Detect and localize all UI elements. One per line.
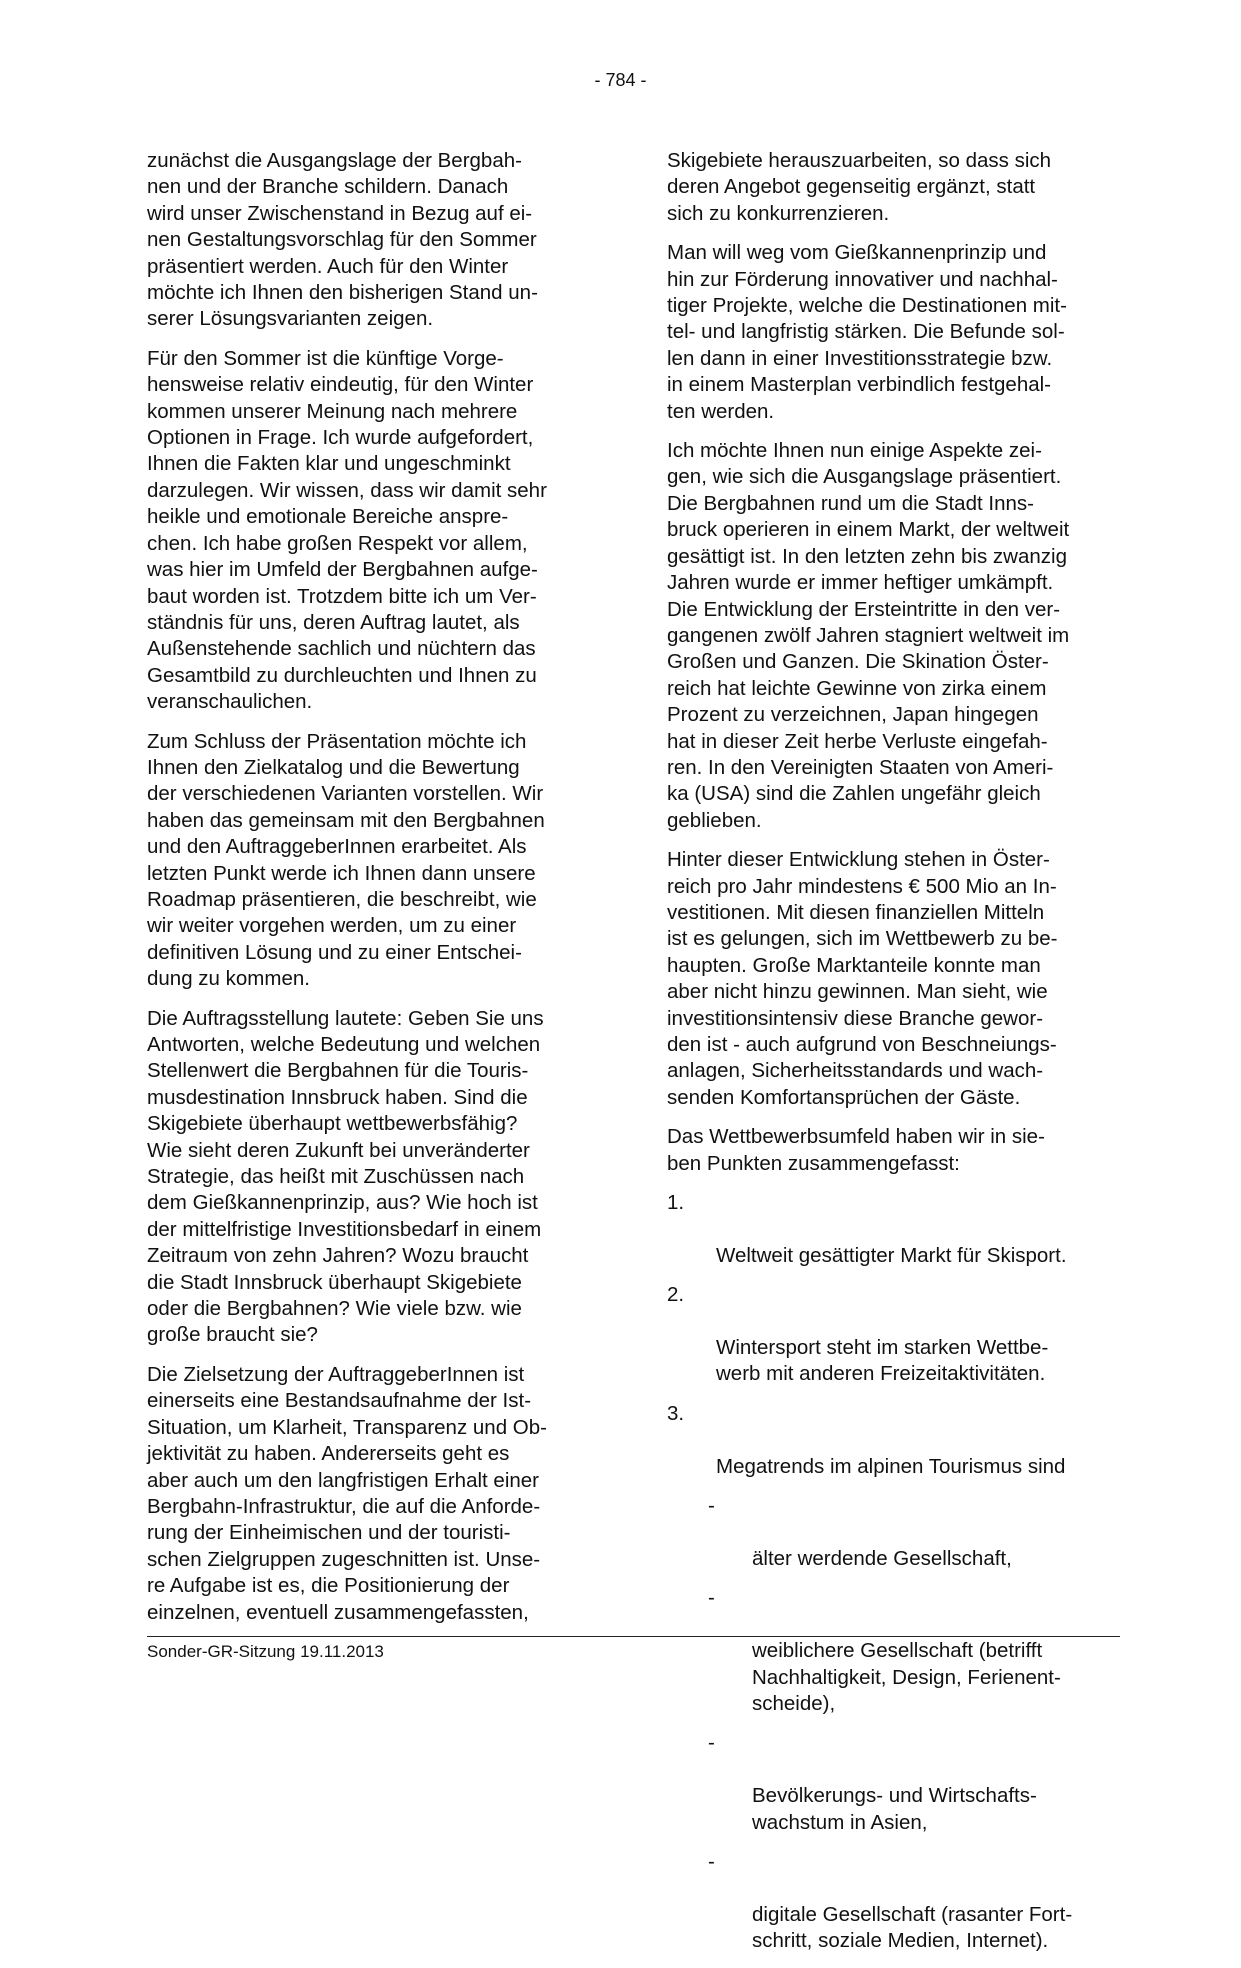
list-item-text: Wintersport steht im starken Wettbe- werb mit anderen Freizeitaktivitäten. bbox=[716, 1336, 1049, 1386]
list-marker: - bbox=[708, 1849, 715, 1873]
dash-list-item bbox=[667, 1585, 1119, 1717]
paragraph: Ich möchte Ihnen nun einige Aspekte zei- gen, wie sich die Ausgangslage präsentiert. Die Bergbahnen rund um die Stadt Inns- bruck operieren in einem Markt, der weltweit gesättigt ist. In den letzten zehn bis zwanzig Jahren wurde er immer heftiger umkämpft. Die Entwicklung der Ersteintritte in den ver- gangenen zwölf Jahren stagniert weltweit im Großen und Ganzen. Die Skination Öster- reich hat leichte Gewinne von zirka einem Prozent zu verzeichnen, Japan hingegen hat in dieser Zeit herbe Verluste eingefah- ren. In den Vereinigten Staaten von Ameri- ka (USA) sind die Zahlen ungefähr gleich geblieben. bbox=[667, 439, 1070, 832]
footer-divider bbox=[147, 1636, 1120, 1637]
list-item-text: weiblichere Gesellschaft (betrifft Nachhaltigkeit, Design, Ferienent- scheide), bbox=[752, 1639, 1061, 1715]
list-marker: - bbox=[708, 1586, 715, 1610]
list-marker: 3. bbox=[667, 1401, 685, 1425]
paragraph: Die Zielsetzung der AuftraggeberInnen ist einerseits eine Bestandsaufnahme der Ist- Situation, um Klarheit, Transparenz und Ob- jektivität zu haben. Andererseits geht es aber auch um den langfristigen Erhalt einer Bergbahn-Infrastruktur, die auf die Anforde- rung der Einheimischen und der touristi- schen Zielgruppen zugeschnitten ist. Unse- re Aufgabe ist es, die Positionierung der einzelnen, eventuell zusammengefassten, bbox=[147, 1362, 547, 1624]
paragraph: Die Auftragsstellung lautete: Geben Sie uns Antworten, welche Bedeutung und welchen Stellenwert die Bergbahnen für die Touris- musdestination Innsbruck haben. Sind die Skigebiete überhaupt wettbewerbsfähig? Wie sieht deren Zukunft bei unveränderter Strategie, das heißt mit Zuschüssen nach dem Gießkannenprinzip, aus? Wie hoch ist der mittelfristige Investitionsbedarf in einem Zeitraum von zehn Jahren? Wozu braucht die Stadt Innsbruck überhaupt Skigebiete oder die Bergbahnen? Wie viele bzw. wie große braucht sie? bbox=[147, 1006, 544, 1347]
list-item-text: digitale Gesellschaft (rasanter Fort- schritt, soziale Medien, Internet). bbox=[752, 1902, 1073, 1953]
numbered-list-item bbox=[667, 1282, 1119, 1388]
dash-list-item bbox=[667, 1493, 1119, 1572]
footer-text: Sonder-GR-Sitzung 19.11.2013 bbox=[147, 1642, 384, 1661]
list-marker: 1. bbox=[667, 1191, 685, 1215]
page-number: - 784 - bbox=[594, 70, 647, 90]
dash-list-item bbox=[667, 1730, 1119, 1836]
numbered-list bbox=[667, 1190, 1119, 1480]
paragraph: Das Wettbewerbsumfeld haben wir in sie- ben Punkten zusammengefasst: bbox=[667, 1125, 1045, 1175]
list-marker: - bbox=[708, 1494, 715, 1518]
list-marker: 2. bbox=[667, 1283, 685, 1307]
paragraph: Man will weg vom Gießkannenprinzip und hin zur Förderung innovativer und nachhal- tiger Projekte, welche die Destinationen mit- tel- und langfristig stärken. Die Befunde sol- len dann in einer Investitionsstrategie bzw. in einem Masterplan verbindlich festgehal- ten werden. bbox=[667, 241, 1067, 423]
paragraph: zunächst die Ausgangslage der Bergbah- nen und der Branche schildern. Danach wird unser Zwischenstand in Bezug auf ei- nen Gestaltungsvorschlag für den Sommer präsentiert werden. Auch für den Winter möchte ich Ihnen den bisherigen Stand un- serer Lösungsvarianten zeigen. bbox=[147, 149, 538, 331]
paragraph: Zum Schluss der Präsentation möchte ich Ihnen den Zielkatalog und die Bewertung der verschiedenen Varianten vorstellen. Wir haben das gemeinsam mit den Bergbahnen und den AuftraggeberInnen erarbeitet. Als letzten Punkt werde ich Ihnen dann unsere Roadmap präsentieren, die beschreibt, wie wir weiter vorgehen werden, um zu einer definitiven Lösung und zu einer Entschei- dung zu kommen. bbox=[147, 729, 545, 991]
list-item-text: Bevölkerungs- und Wirtschafts- wachstum in Asien, bbox=[752, 1784, 1037, 1834]
list-marker: - bbox=[708, 1731, 715, 1755]
paragraph: Für den Sommer ist die künftige Vorge- hensweise relativ eindeutig, für den Winter kommen unserer Meinung nach mehrere Optionen in Frage. Ich wurde aufgefordert, Ihnen die Fakten klar und ungeschminkt darzulegen. Wir wissen, dass wir damit sehr heikle und emotionale Bereiche anspre- chen. Ich habe großen Respekt vor allem, was hier im Umfeld der Bergbahnen aufge- baut worden ist. Trotzdem bitte ich um Ver- ständnis für uns, deren Auftrag lautet, als Außenstehende sachlich und nüchtern das Gesamtbild zu durchleuchten und Ihnen zu veranschaulichen. bbox=[147, 346, 547, 714]
numbered-list-item bbox=[667, 1401, 1119, 1480]
numbered-list-item bbox=[667, 1190, 1119, 1269]
paragraph: Skigebiete herauszuarbeiten, so dass sich deren Angebot gegenseitig ergänzt, statt sich zu konkurrenzieren. bbox=[667, 149, 1052, 225]
left-column bbox=[147, 148, 592, 1639]
list-item-text: älter werdende Gesellschaft, bbox=[752, 1546, 1012, 1570]
dash-list bbox=[667, 1493, 1119, 1955]
dash-list-item bbox=[667, 1849, 1119, 1955]
paragraph: Hinter dieser Entwicklung stehen in Öster- reich pro Jahr mindestens € 500 Mio an In- vestitionen. Mit diesen finanziellen Mitteln ist es gelungen, sich im Wettbewerb zu be- haupten. Große Marktanteile konnte man aber nicht hinzu gewinnen. Man sieht, wie investitionsintensiv diese Branche gewor- den ist - auch aufgrund von Beschneiungs- anlagen, Sicherheitsstandards und wach- senden Komfortansprüchen der Gäste. bbox=[667, 848, 1058, 1109]
right-column bbox=[667, 148, 1119, 1968]
list-item-text: Megatrends im alpinen Tourismus sind bbox=[716, 1454, 1066, 1478]
list-item-text: Weltweit gesättigter Markt für Skisport. bbox=[716, 1243, 1067, 1267]
